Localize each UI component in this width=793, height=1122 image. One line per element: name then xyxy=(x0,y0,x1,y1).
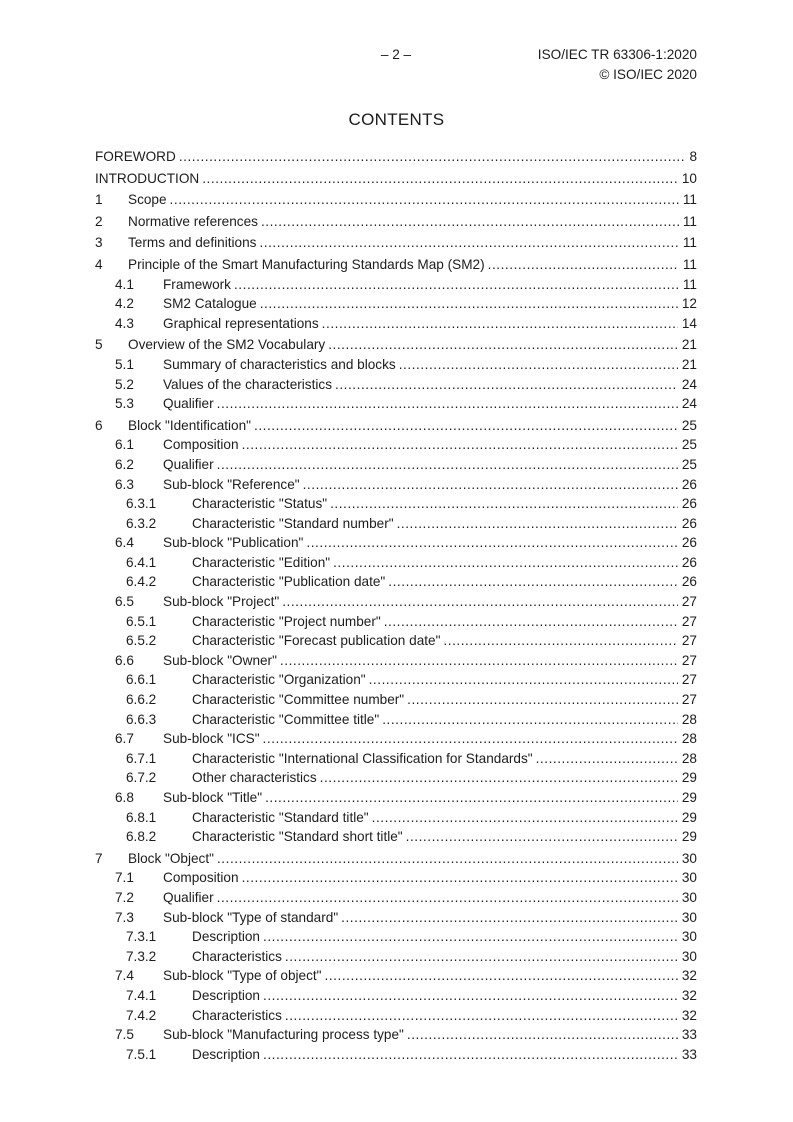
toc-leader-dots xyxy=(369,808,678,828)
toc-entry-page: 30 xyxy=(681,948,697,964)
toc-entry-label: Sub-block "Title" xyxy=(163,790,263,805)
toc-leader-dots xyxy=(385,572,678,592)
toc-entry xyxy=(95,335,697,355)
toc-entry-label: Other characteristics xyxy=(192,770,317,786)
toc-leader-dots xyxy=(300,475,678,495)
toc-leader-dots xyxy=(167,190,679,210)
toc-entry-number: 6.8 xyxy=(115,790,134,805)
toc-leader-dots xyxy=(239,868,678,888)
toc-entry-label: Characteristic "Standard number" xyxy=(192,515,394,531)
toc-entry xyxy=(95,1006,697,1026)
toc-entry-page: 26 xyxy=(681,496,697,512)
toc-entry-number: 6.6 xyxy=(115,652,134,668)
toc-entry-number: 3 xyxy=(95,235,103,251)
toc-entry-page: 30 xyxy=(681,929,697,945)
toc-leader-dots xyxy=(282,947,678,967)
toc-entry-page: 29 xyxy=(681,770,697,786)
toc-entry-page: 29 xyxy=(681,809,697,825)
toc-entry-page: 30 xyxy=(681,870,697,886)
toc-entry-label: Characteristic "Organization" xyxy=(192,672,366,688)
toc-entry xyxy=(95,190,697,210)
toc-leader-dots xyxy=(396,355,678,375)
toc-leader-dots xyxy=(403,827,678,847)
toc-entry xyxy=(95,416,697,436)
toc-leader-dots xyxy=(214,394,678,414)
toc-entry-page: 27 xyxy=(681,652,697,668)
toc-entry xyxy=(95,533,697,553)
toc-entry xyxy=(95,768,697,788)
toc-entry-label: Sub-block "Project" xyxy=(163,594,280,610)
toc-entry-number: 6.4.1 xyxy=(126,554,157,570)
toc-entry-label: Composition xyxy=(163,437,239,453)
toc-leader-dots xyxy=(257,294,678,314)
toc-entry xyxy=(95,255,697,275)
toc-entry xyxy=(95,553,697,573)
toc-entry-page: 26 xyxy=(681,574,697,590)
toc-entry-page: 21 xyxy=(681,356,697,372)
toc-entry-page: 11 xyxy=(682,192,697,208)
toc-entry xyxy=(95,947,697,967)
toc-entry-page: 10 xyxy=(681,170,697,186)
toc-entry-number: 5.1 xyxy=(115,356,134,372)
toc-entry-number: 6.6.3 xyxy=(126,711,157,727)
toc-entry xyxy=(95,375,697,395)
toc-entry-label: Principle of the Smart Manufacturing Standards Map (SM2) xyxy=(128,256,485,272)
toc-leader-dots xyxy=(332,375,678,395)
toc-leader-dots xyxy=(260,1045,678,1065)
toc-leader-dots xyxy=(533,749,678,769)
toc-entry xyxy=(95,494,697,514)
toc-leader-dots xyxy=(260,986,678,1006)
toc-entry-label: Block "Object" xyxy=(128,850,214,866)
toc-entry-page: 25 xyxy=(681,417,697,433)
toc-entry-label: Summary of characteristics and blocks xyxy=(163,356,396,372)
toc-entry-number: 2 xyxy=(95,213,103,229)
toc-entry-label: Characteristic "Committee title" xyxy=(192,711,380,727)
toc-entry-page: 28 xyxy=(681,750,697,766)
toc-entry-number: 4.3 xyxy=(115,315,134,331)
toc-entry xyxy=(95,355,697,375)
toc-entry-label: Overview of the SM2 Vocabulary xyxy=(128,337,326,353)
toc-entry-label: SM2 Catalogue xyxy=(163,296,257,312)
toc-entry-number: 4.2 xyxy=(115,296,134,312)
toc-leader-dots xyxy=(176,147,686,167)
toc-entry-number: 6.7.2 xyxy=(126,770,157,786)
toc-entry-label: Sub-block "Type of standard" xyxy=(163,909,339,925)
toc-entry xyxy=(95,572,697,592)
toc-entry xyxy=(95,1025,697,1045)
toc-leader-dots xyxy=(338,908,678,928)
toc-leader-dots xyxy=(394,514,678,534)
toc-entry-label: Characteristic "Standard short title" xyxy=(192,829,403,845)
toc-entry-page: 29 xyxy=(681,829,697,845)
toc-entry-label: Qualifier xyxy=(163,889,214,905)
toc-entry-page: 32 xyxy=(681,1007,697,1023)
toc-entry-label: INTRODUCTION xyxy=(95,170,200,186)
toc-entry-label: Graphical representations xyxy=(163,315,319,331)
toc-entry xyxy=(95,314,697,334)
toc-entry xyxy=(95,690,697,710)
toc-entry-label: Terms and definitions xyxy=(128,235,257,251)
toc xyxy=(95,145,697,1064)
toc-entry-page: 28 xyxy=(681,711,697,727)
document-reference: ISO/IEC TR 63306-1:2020 xyxy=(537,47,697,62)
toc-entry-page: 32 xyxy=(681,987,697,1003)
toc-entry xyxy=(95,435,697,455)
toc-leader-dots xyxy=(214,455,678,475)
toc-entry-number: 6.5.1 xyxy=(126,613,157,629)
toc-entry-label: Values of the characteristics xyxy=(163,376,332,392)
toc-entry xyxy=(95,394,697,414)
toc-entry-number: 6.7.1 xyxy=(126,750,157,766)
page-number-marker: – 2 – xyxy=(380,47,412,62)
toc-entry xyxy=(95,729,697,749)
toc-entry-page: 8 xyxy=(689,149,697,164)
toc-entry-label: Characteristic "Status" xyxy=(192,496,328,512)
toc-leader-dots xyxy=(317,768,678,788)
toc-entry-number: 4 xyxy=(95,256,103,272)
toc-entry-label: Sub-block "Manufacturing process type" xyxy=(163,1027,404,1043)
toc-entry-label: Characteristic "Edition" xyxy=(192,554,331,570)
toc-leader-dots xyxy=(277,651,678,671)
toc-entry-page: 11 xyxy=(682,276,697,292)
toc-entry-number: 4.1 xyxy=(115,276,134,292)
toc-entry xyxy=(95,927,697,947)
toc-entry xyxy=(95,612,697,632)
toc-entry-number: 5.2 xyxy=(115,376,134,392)
toc-entry-label: Characteristic "Forecast publication date" xyxy=(192,633,441,649)
toc-entry-page: 30 xyxy=(681,850,697,866)
toc-leader-dots xyxy=(260,927,678,947)
toc-entry-number: 6.8.2 xyxy=(126,829,157,845)
toc-leader-dots xyxy=(231,275,679,295)
toc-entry-number: 6.3 xyxy=(115,476,134,492)
toc-entry-number: 7.2 xyxy=(115,889,134,905)
toc-entry xyxy=(95,275,697,295)
toc-entry-number: 7.5 xyxy=(115,1027,134,1043)
toc-entry-page: 32 xyxy=(681,968,697,984)
toc-entry-label: Characteristics xyxy=(192,948,282,964)
toc-leader-dots xyxy=(440,631,677,651)
copyright-notice: © ISO/IEC 2020 xyxy=(599,67,697,82)
toc-leader-dots xyxy=(330,553,678,573)
header-right-block xyxy=(538,45,697,85)
toc-entry-page: 30 xyxy=(681,909,697,925)
toc-entry xyxy=(95,147,697,167)
toc-entry-page: 21 xyxy=(681,337,697,353)
toc-entry xyxy=(95,710,697,730)
toc-entry-label: Sub-block "Reference" xyxy=(163,476,300,492)
toc-entry-number: 6.5 xyxy=(115,594,134,610)
toc-entry-label: Normative references xyxy=(128,213,258,229)
toc-leader-dots xyxy=(303,533,677,553)
toc-entry-number: 5 xyxy=(95,337,103,353)
toc-entry xyxy=(95,212,697,232)
toc-entry-number: 7.4.1 xyxy=(126,987,157,1003)
toc-entry-label: Composition xyxy=(163,870,239,886)
toc-entry-label: Characteristic "Publication date" xyxy=(192,574,386,590)
toc-entry-label: Sub-block "ICS" xyxy=(163,731,260,747)
toc-leader-dots xyxy=(282,1006,678,1026)
toc-entry-page: 29 xyxy=(681,790,697,805)
toc-entry xyxy=(95,670,697,690)
toc-entry-number: 7.3.2 xyxy=(126,948,157,964)
toc-entry-page: 11 xyxy=(682,256,697,272)
toc-entry-page: 27 xyxy=(681,633,697,649)
toc-entry-label: Description xyxy=(192,929,260,945)
toc-entry xyxy=(95,651,697,671)
toc-entry-page: 26 xyxy=(681,515,697,531)
toc-entry xyxy=(95,888,697,908)
toc-entry xyxy=(95,631,697,651)
toc-leader-dots xyxy=(366,670,678,690)
toc-entry-page: 11 xyxy=(682,235,697,251)
toc-entry-number: 7.3 xyxy=(115,909,134,925)
toc-entry-page: 26 xyxy=(681,476,697,492)
toc-leader-dots xyxy=(325,335,678,355)
toc-entry-page: 24 xyxy=(681,396,697,412)
toc-entry-label: Characteristic "Standard title" xyxy=(192,809,369,825)
toc-entry-label: Sub-block "Owner" xyxy=(163,652,277,668)
toc-entry-number: 7.5.1 xyxy=(126,1046,157,1062)
toc-entry xyxy=(95,475,697,495)
toc-entry-label: Characteristic "Committee number" xyxy=(192,692,405,708)
toc-leader-dots xyxy=(327,494,678,514)
toc-leader-dots xyxy=(404,690,678,710)
toc-entry-label: Framework xyxy=(163,276,231,292)
toc-entry-number: 6.6.1 xyxy=(126,672,157,688)
contents-heading: CONTENTS xyxy=(348,110,445,129)
toc-entry-label: Description xyxy=(192,987,260,1003)
toc-leader-dots xyxy=(251,416,678,436)
toc-leader-dots xyxy=(199,169,678,189)
toc-entry xyxy=(95,868,697,888)
toc-entry-number: 6.4 xyxy=(115,535,134,551)
toc-entry xyxy=(95,514,697,534)
toc-entry-label: Scope xyxy=(128,192,167,208)
toc-entry-number: 6.4.2 xyxy=(126,574,157,590)
toc-entry xyxy=(95,966,697,986)
toc-entry xyxy=(95,788,697,808)
page-header xyxy=(95,45,697,89)
toc-entry-page: 27 xyxy=(681,672,697,688)
toc-entry-page: 26 xyxy=(681,535,697,551)
toc-entry-page: 25 xyxy=(681,437,697,453)
toc-entry-number: 7.1 xyxy=(115,870,134,886)
toc-entry-page: 30 xyxy=(681,889,697,905)
toc-entry-number: 7 xyxy=(95,850,103,866)
toc-leader-dots xyxy=(381,612,678,632)
toc-entry xyxy=(95,294,697,314)
toc-entry-label: Block "Identification" xyxy=(128,417,251,433)
toc-entry xyxy=(95,169,697,189)
toc-entry-number: 7.3.1 xyxy=(126,929,157,945)
toc-leader-dots xyxy=(485,255,679,275)
toc-entry-page: 14 xyxy=(681,315,697,331)
toc-entry-page: 26 xyxy=(681,554,697,570)
toc-leader-dots xyxy=(214,849,678,869)
toc-leader-dots xyxy=(256,233,678,253)
toc-entry-number: 6.8.1 xyxy=(126,809,157,825)
toc-entry xyxy=(95,1045,697,1065)
toc-entry-label: Characteristic "International Classification for Standards" xyxy=(192,750,533,766)
toc-entry-label: Qualifier xyxy=(163,396,214,412)
toc-leader-dots xyxy=(379,710,678,730)
toc-leader-dots xyxy=(322,966,678,986)
toc-entry-page: 27 xyxy=(681,613,697,629)
toc-entry-number: 6.2 xyxy=(115,456,134,472)
toc-entry-number: 6.7 xyxy=(115,731,134,747)
toc-entry xyxy=(95,592,697,612)
toc-leader-dots xyxy=(404,1025,678,1045)
toc-entry-number: 6.6.2 xyxy=(126,692,157,708)
toc-entry-label: Qualifier xyxy=(163,456,214,472)
toc-entry xyxy=(95,849,697,869)
toc-entry xyxy=(95,908,697,928)
toc-entry-number: 5.3 xyxy=(115,396,134,412)
toc-entry-page: 28 xyxy=(681,731,697,747)
toc-entry-page: 27 xyxy=(681,594,697,610)
toc-entry xyxy=(95,749,697,769)
toc-entry-number: 7.4 xyxy=(115,968,134,984)
toc-entry-label: Sub-block "Type of object" xyxy=(163,968,322,984)
toc-leader-dots xyxy=(319,314,678,334)
toc-entry-page: 33 xyxy=(681,1027,697,1043)
toc-leader-dots xyxy=(239,435,678,455)
toc-leader-dots xyxy=(279,592,678,612)
toc-entry xyxy=(95,233,697,253)
toc-entry-page: 11 xyxy=(682,213,697,229)
toc-entry-page: 12 xyxy=(681,296,697,312)
toc-entry-number: 6 xyxy=(95,417,103,433)
toc-entry-label: Description xyxy=(192,1046,260,1062)
toc-entry-page: 24 xyxy=(681,376,697,392)
toc-entry-page: 25 xyxy=(681,456,697,472)
toc-entry-label: Sub-block "Publication" xyxy=(163,535,304,551)
toc-entry xyxy=(95,808,697,828)
toc-entry xyxy=(95,827,697,847)
toc-entry-number: 6.3.2 xyxy=(126,515,157,531)
toc-entry xyxy=(95,455,697,475)
toc-entry-number: 1 xyxy=(95,192,103,208)
toc-entry-number: 7.4.2 xyxy=(126,1007,157,1023)
toc-entry-page: 33 xyxy=(681,1046,697,1062)
toc-leader-dots xyxy=(262,788,678,808)
toc-entry-number: 6.1 xyxy=(115,437,134,453)
toc-leader-dots xyxy=(214,888,678,908)
toc-leader-dots xyxy=(260,729,678,749)
toc-entry xyxy=(95,986,697,1006)
toc-entry-number: 6.5.2 xyxy=(126,633,157,649)
toc-leader-dots xyxy=(258,212,679,232)
toc-entry-number: 6.3.1 xyxy=(126,496,157,512)
toc-entry-label: Characteristics xyxy=(192,1007,282,1023)
toc-entry-page: 27 xyxy=(681,692,697,708)
toc-entry-label: Characteristic "Project number" xyxy=(192,613,381,629)
toc-entry-label: FOREWORD xyxy=(95,149,176,164)
